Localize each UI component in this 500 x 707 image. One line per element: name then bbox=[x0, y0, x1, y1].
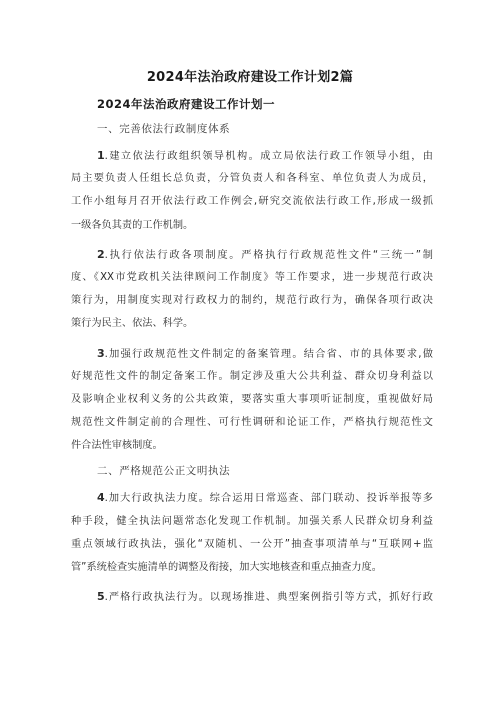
paragraph-1 bbox=[71, 144, 433, 237]
paragraph-line: 度、《XX市党政机关法律顾问工作制度》等工作要求，进一步规范行政决 bbox=[71, 271, 433, 283]
paragraph-line bbox=[71, 342, 433, 365]
section-heading-1: 一、完善依法行政制度体系 bbox=[97, 123, 231, 135]
paragraph-line: 重点领域行政执法，强化“双随机、一公开”抽查事项清单与“互联网+监 bbox=[71, 538, 433, 550]
paragraph-line: 件合法性审核制度。 bbox=[71, 440, 163, 452]
paragraph-text: .建立依法行政组织领导机构。成立局依法行政工作领导小组，由 bbox=[104, 151, 433, 162]
paragraph-line: 局主要负责人任组长总负责，分管负责人和各科室、单位负责人为成员， bbox=[71, 173, 433, 185]
paragraph-text: .执行依法行政各项制度。严格执行行政规范性文件“三统一”制 bbox=[104, 249, 433, 261]
paragraph-line: 及影响企业权利义务的公共政策，要落实重大事项听证制度，重视做好局 bbox=[71, 393, 433, 405]
paragraph-2 bbox=[71, 243, 433, 336]
paragraph-text: .严格行政执法行为。以现场推进、典型案例指引等方式，抓好行政 bbox=[104, 592, 433, 604]
document-title: 2024年法治政府建设工作计划2篇 bbox=[146, 70, 354, 85]
paragraph-line bbox=[71, 585, 433, 608]
paragraph-4 bbox=[71, 486, 433, 579]
paragraph-line: 策行为，用制度实现对行政权力的制约，规范行政行为，确保各项行政决 bbox=[71, 295, 433, 307]
paragraph-3 bbox=[71, 342, 433, 458]
document-subtitle: 2024年法治政府建设工作计划一 bbox=[97, 97, 276, 111]
paragraph-line: 工作小组每月召开依法行政工作例会,研究交流依法行政工作,形成一级抓 bbox=[71, 196, 433, 208]
paragraph-number: 5 bbox=[97, 590, 105, 604]
paragraph-number: 1 bbox=[97, 149, 105, 162]
paragraph-line: 规范性文件制定前的合理性、可行性调研和论证工作，严格执行规范性文 bbox=[71, 417, 433, 429]
paragraph-line bbox=[71, 486, 433, 509]
paragraph-line bbox=[71, 243, 433, 266]
paragraph-line: 策行为民主、依法、科学。 bbox=[71, 318, 194, 330]
paragraph-number: 3 bbox=[97, 346, 105, 360]
paragraph-number: 2 bbox=[97, 247, 105, 261]
section-heading-2: 二、严格规范公正文明执法 bbox=[97, 465, 231, 478]
paragraph-line: 一级各负其责的工作机制。 bbox=[71, 219, 194, 231]
paragraph-text: .加强行政规范性文件制定的备案管理。结合省、市的具体要求,做 bbox=[104, 348, 433, 360]
paragraph-line: 好规范性文件的制定备案工作。制定涉及重大公共利益、群众切身利益以 bbox=[71, 370, 433, 382]
paragraph-line: 管”系统检查实施清单的调整及衔接，加大实地核查和重点抽查力度。 bbox=[71, 562, 382, 573]
paragraph-line bbox=[71, 144, 433, 167]
paragraph-5 bbox=[71, 585, 433, 608]
paragraph-line: 种手段，健全执法问题常态化发现工作机制。加强关系人民群众切身利益 bbox=[71, 515, 433, 527]
paragraph-number: 4 bbox=[97, 491, 105, 505]
paragraph-text: .加大行政执法力度。综合运用日常巡查、部门联动、投诉举报等多 bbox=[104, 493, 433, 505]
document-body bbox=[71, 115, 433, 608]
